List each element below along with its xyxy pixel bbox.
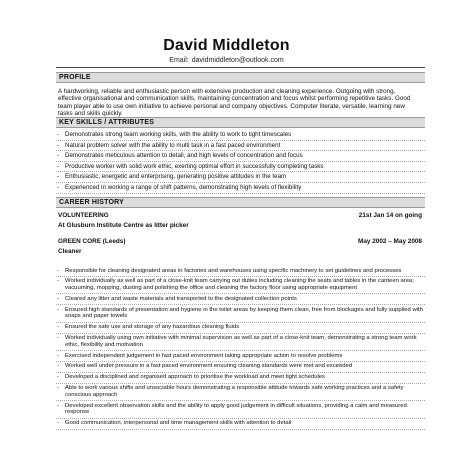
email-address: davidmiddleton@outlook.com (191, 57, 284, 64)
responsibility-text: Ensured the safe use and storage of any hazardous cleaning fluids (65, 324, 240, 331)
bullet-dash: - (57, 162, 60, 170)
list-item (56, 401, 425, 419)
skill-text: Natural problem solver with the ability to multi task in a fast paced environment (65, 141, 281, 149)
bullet-dash: - (57, 324, 59, 331)
bullet-dash: - (57, 352, 59, 359)
list-item (56, 172, 425, 183)
list-item (56, 305, 425, 323)
responsibility-text: Ensured high standards of presentation and hygiene in the toilet areas by keeping them clean, free from blockages and fully supplied with soaps and paper towels (65, 306, 423, 320)
job-role-cleaner: Cleaner (58, 248, 82, 255)
job-title: GREEN CORE (Leeds) (58, 238, 126, 245)
job-dates: 21st Jan 14 on going (358, 212, 422, 219)
responsibility-text: Worked individually using own initiative with minimal supervision as well as part of a close-knit team, demonstrating a strong team work ethic, flexibility and motivation (65, 335, 417, 348)
skill-text: Experienced in working a range of shift patterns, demonstrating high levels of flexibility (65, 183, 302, 191)
skill-text: Productive worker with solid work ethic, exerting optimal effort in successfully completing tasks (65, 162, 324, 170)
bullet-dash: - (57, 131, 60, 138)
list-item (56, 183, 425, 194)
list-item (56, 294, 425, 305)
list-item (56, 151, 425, 162)
list-item (56, 373, 425, 384)
responsibility-text: Exercised independent judgement in fast paced environment taking appropriate action to resolve problems (65, 352, 343, 359)
section-heading-skills-label: KEY SKILLS / ATTRIBUTES (59, 119, 155, 126)
responsibilities-list (56, 266, 425, 430)
list-item (56, 351, 425, 362)
responsibility-text: Developed a disciplined and organised approach to prioritise the workload and meet tight schedules (65, 374, 326, 381)
list-item (56, 130, 425, 141)
list-item (56, 141, 425, 152)
bullet-dash: - (57, 420, 59, 427)
list-item (56, 384, 425, 402)
job-header-green-core (58, 238, 422, 246)
job-header-volunteering (58, 212, 422, 220)
skill-text: Demonstrates strong team working skills, with the ability to work to tight timescales (65, 131, 292, 138)
responsibility-text: Good communication, interpersonal and time management skills with attention to detail (65, 420, 292, 427)
list-item (56, 362, 425, 373)
header-divider (56, 67, 425, 68)
contact-email (0, 57, 453, 64)
responsibility-text: Developed excellent observation skills and the ability to apply good judgement in difficult situations, providing a calm and measured response (65, 402, 407, 416)
section-heading-career-label: CAREER HISTORY (59, 199, 125, 206)
section-heading-profile-label: PROFILE (59, 74, 91, 81)
responsibility-text: Cleared any litter and waste materials and transported to the designated collection points (65, 295, 297, 302)
list-item (56, 277, 425, 295)
job-subtitle-volunteering: At Glusburn Institute Centre as litter picker (58, 222, 189, 229)
candidate-name: David Middleton (163, 37, 290, 54)
responsibility-text: Worked well under pressure in a fast paced environment ensuring cleaning standards were met and exceeded (65, 363, 353, 370)
responsibility-text: Able to work various shifts and unsociable hours demonstrating a responsible attitude towards safe working practices and a safety conscious approach (65, 385, 404, 398)
bullet-dash: - (57, 402, 59, 409)
bullet-dash: - (57, 267, 59, 274)
email-label: Email: (169, 57, 189, 64)
profile-summary: A hardworking, reliable and enthusiastic person with extensive production and cleaning experience. Outgoing with strong, effective organisational and communication skills, maintaining concentration and focus whilst performing repetitive tasks. Good team player able to use own initiative to achieve personal and company objectives. Computer literate, versatile, learning new tasks and skills quickly. (58, 88, 411, 118)
skill-text: Enthusiastic, energetic and enterprising, generating positive attitudes in the team (65, 173, 287, 181)
bullet-dash: - (57, 295, 59, 302)
job-dates: May 2002 – May 2008 (358, 238, 422, 245)
bullet-dash: - (57, 374, 59, 381)
responsibility-text: Worked individually as well as part of a close-knit team carrying out duties including cleaning the seats and tables in the canteen area; vacuuming, mopping, dusting and polishing the office and cleaning the factory floor using appropriate equipment (65, 278, 414, 292)
bullet-dash: - (57, 363, 59, 370)
list-item (56, 162, 425, 173)
list-item (56, 334, 425, 352)
section-heading-profile (56, 72, 425, 83)
bullet-dash: - (57, 183, 60, 191)
bullet-dash: - (57, 278, 59, 285)
bullet-dash: - (57, 385, 59, 392)
skills-list (56, 130, 425, 194)
bullet-dash: - (57, 335, 59, 342)
responsibility-text: Responsible for cleaning designated areas in factories and warehouses using specific machinery to set guidelines and processes (65, 267, 402, 274)
job-title: VOLUNTEERING (58, 212, 109, 219)
list-item (56, 419, 425, 430)
list-item (56, 266, 425, 277)
section-heading-skills (56, 117, 425, 128)
skill-text: Demonstrates meticulous attention to detail, and high levels of concentration and focus (65, 152, 303, 160)
section-heading-career (56, 197, 425, 208)
bullet-dash: - (57, 152, 60, 160)
bullet-dash: - (57, 173, 60, 181)
list-item (56, 323, 425, 334)
bullet-dash: - (57, 141, 60, 149)
bullet-dash: - (57, 306, 59, 313)
